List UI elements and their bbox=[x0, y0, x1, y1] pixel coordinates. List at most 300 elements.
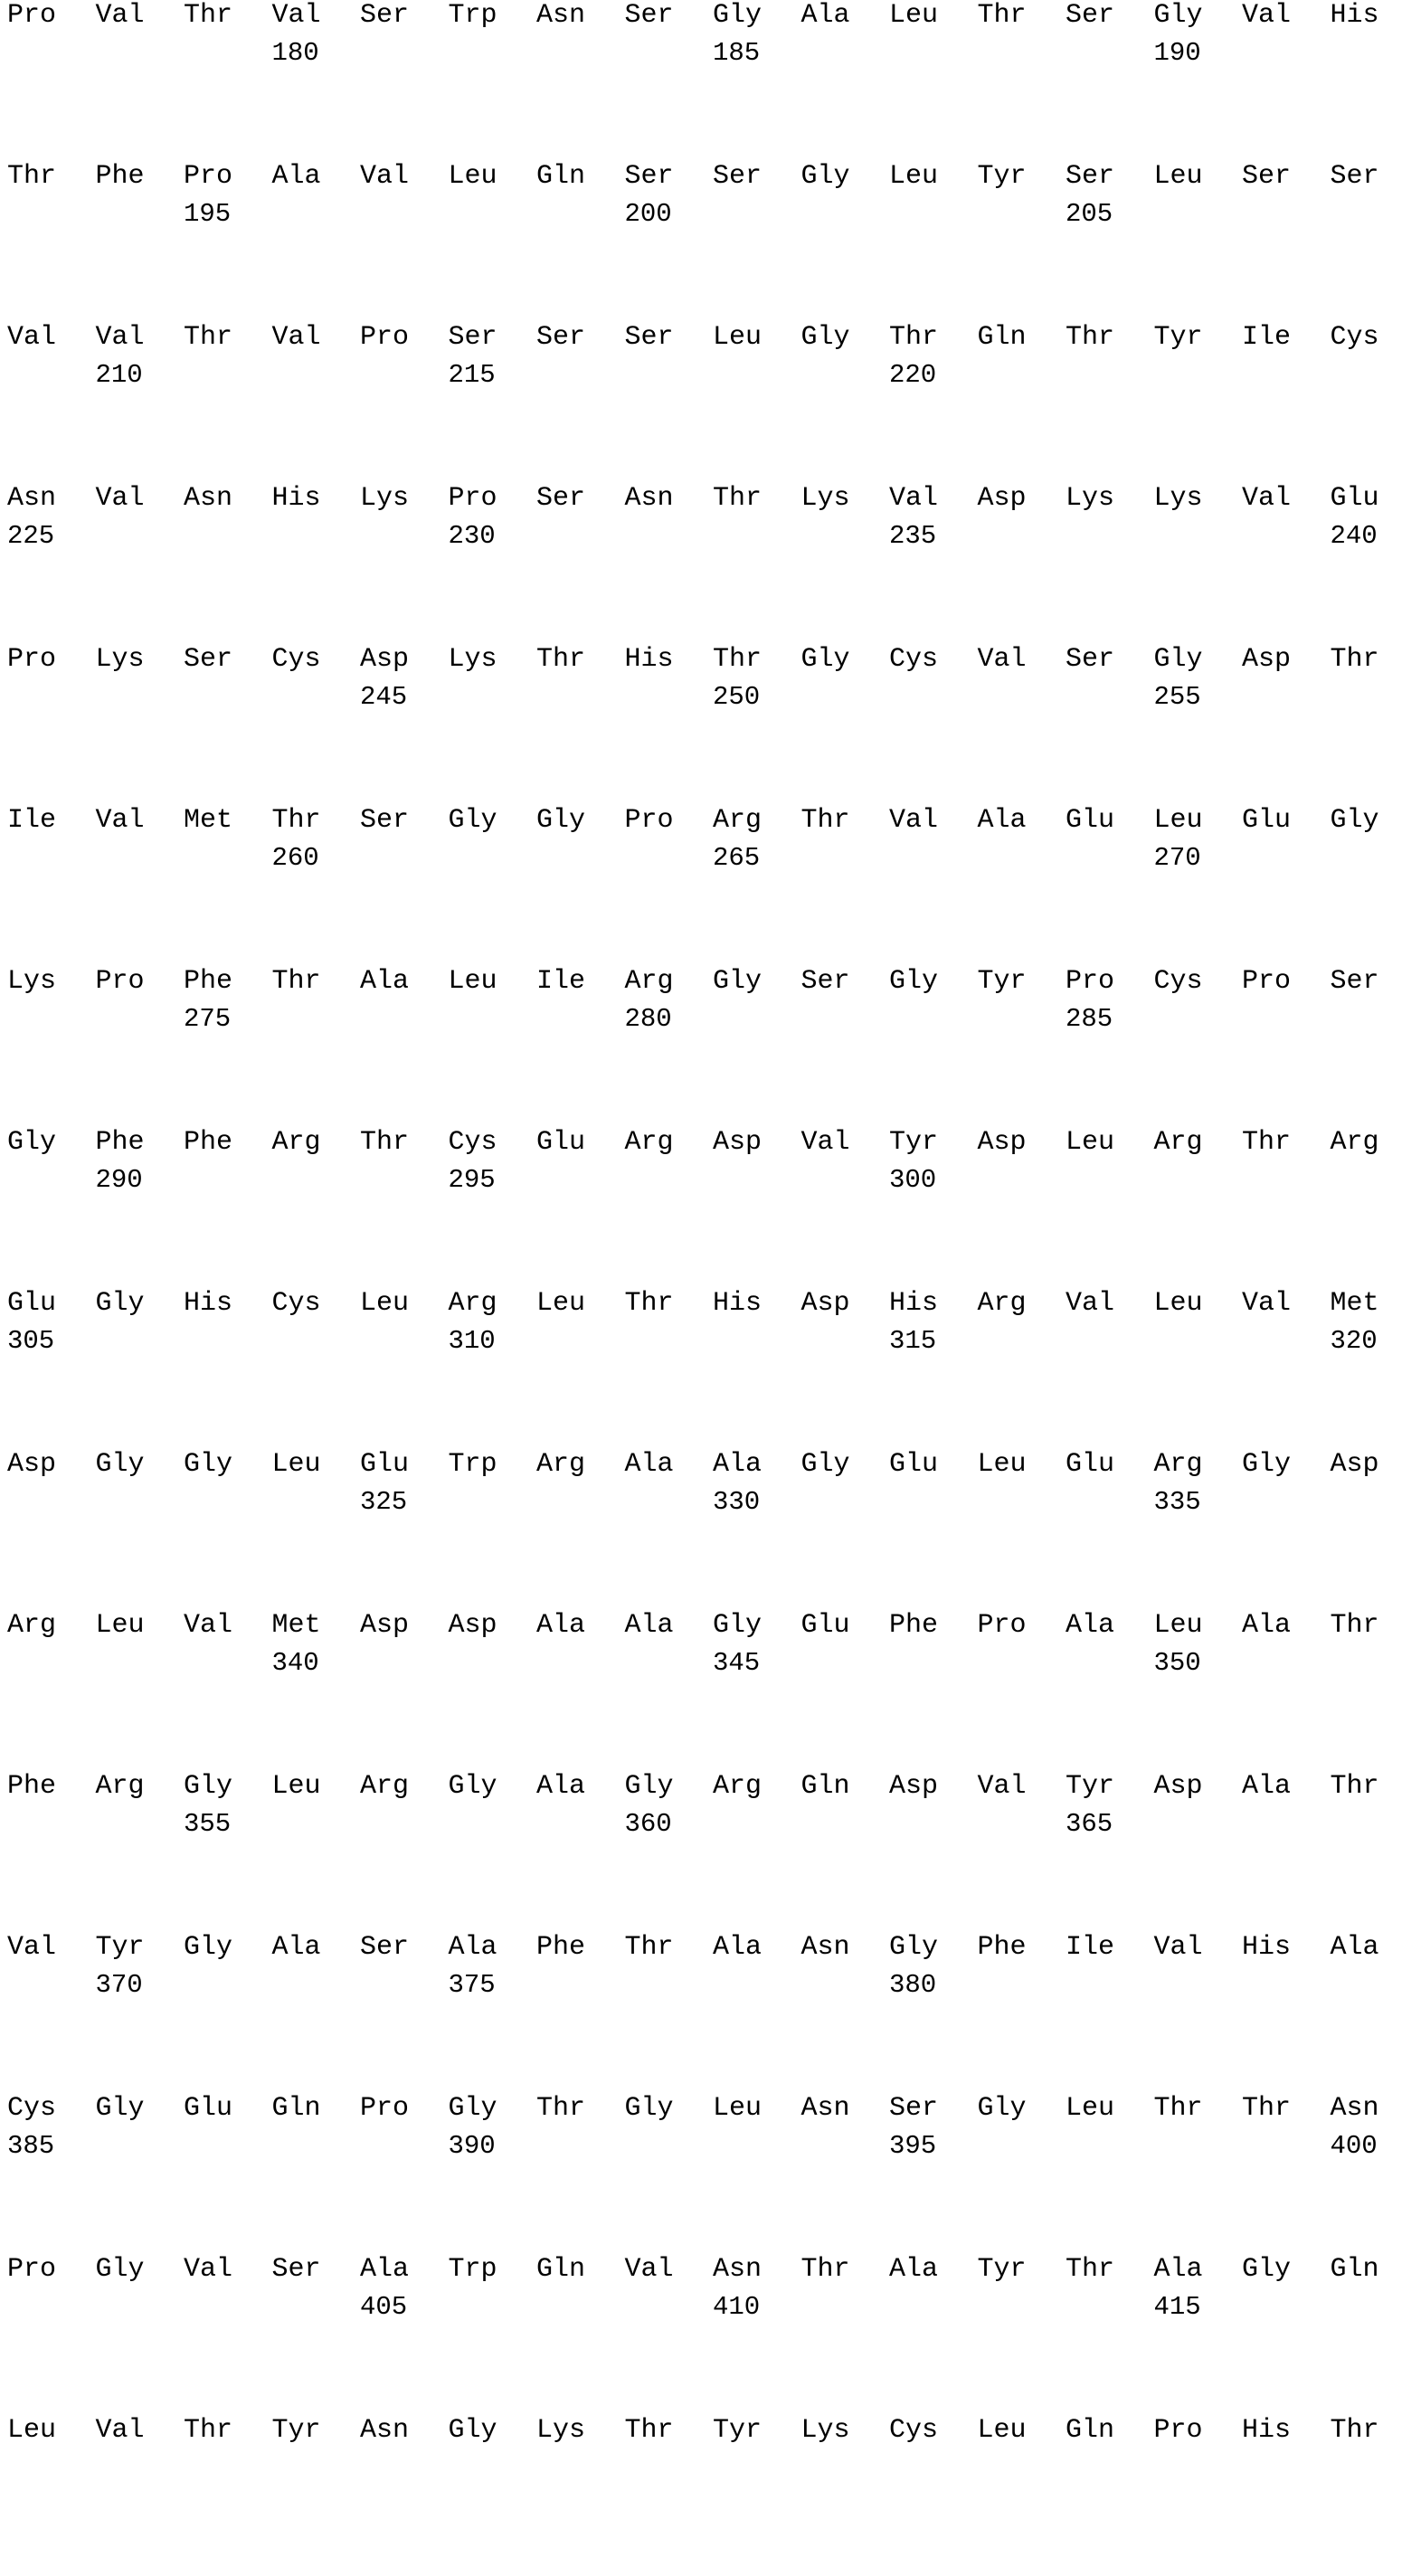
residue: Lys bbox=[7, 966, 57, 997]
residue: Arg bbox=[536, 1449, 586, 1480]
residue: Ser bbox=[1066, 0, 1115, 31]
residue-number: 270 bbox=[1153, 843, 1201, 873]
residue: Ile bbox=[536, 966, 586, 997]
residue: Cys bbox=[889, 644, 939, 675]
residue: Cys bbox=[271, 1288, 321, 1319]
residue-number: 415 bbox=[1153, 2292, 1201, 2322]
residue-number: 370 bbox=[95, 1970, 143, 2000]
residue: Leu bbox=[448, 966, 497, 997]
residue: Met bbox=[271, 1610, 321, 1641]
residue: Val bbox=[977, 1771, 1027, 1802]
residue: Val bbox=[889, 805, 939, 836]
sequence-block bbox=[0, 966, 1421, 1127]
residue-number: 245 bbox=[360, 682, 408, 712]
residue: Leu bbox=[713, 322, 763, 353]
sequence-block bbox=[0, 2415, 1421, 2576]
residue-number: 340 bbox=[271, 1648, 319, 1678]
residue: Thr bbox=[1330, 644, 1379, 675]
residue: Ser bbox=[448, 322, 497, 353]
residue: Lys bbox=[360, 483, 410, 514]
residue: Leu bbox=[95, 1610, 145, 1641]
residue-row bbox=[0, 1288, 1421, 1319]
residue-number: 410 bbox=[713, 2292, 761, 2322]
residue: Val bbox=[271, 0, 321, 31]
residue: Leu bbox=[1153, 161, 1203, 192]
residue: Arg bbox=[624, 1127, 674, 1158]
residue: Ala bbox=[536, 1610, 586, 1641]
residue: Lys bbox=[1066, 483, 1115, 514]
residue: Ser bbox=[1242, 161, 1292, 192]
residue: Gln bbox=[977, 322, 1027, 353]
residue: Val bbox=[95, 805, 145, 836]
residue: His bbox=[889, 1288, 939, 1319]
residue: Thr bbox=[271, 805, 321, 836]
residue: Thr bbox=[1242, 1127, 1292, 1158]
residue: Val bbox=[95, 322, 145, 353]
residue: Cys bbox=[889, 2415, 939, 2446]
residue: Ser bbox=[624, 161, 674, 192]
residue-number-row bbox=[0, 1648, 1421, 1679]
residue-number: 355 bbox=[184, 1809, 232, 1839]
residue: Thr bbox=[1066, 322, 1115, 353]
residue: Ser bbox=[184, 644, 233, 675]
residue: Tyr bbox=[1153, 322, 1203, 353]
residue: Val bbox=[977, 644, 1027, 675]
residue: Asn bbox=[624, 483, 674, 514]
residue: Arg bbox=[7, 1610, 57, 1641]
residue-number-row bbox=[0, 2453, 1421, 2484]
sequence-block bbox=[0, 2093, 1421, 2254]
residue: Pro bbox=[1066, 966, 1115, 997]
residue: Ser bbox=[360, 0, 410, 31]
residue: Ser bbox=[536, 322, 586, 353]
residue: Thr bbox=[624, 1932, 674, 1963]
residue-number-row bbox=[0, 1970, 1421, 2001]
residue: Asp bbox=[713, 1127, 763, 1158]
residue: Leu bbox=[1066, 2093, 1115, 2124]
residue-number: 300 bbox=[889, 1165, 937, 1195]
residue: Tyr bbox=[713, 2415, 763, 2446]
residue: Leu bbox=[360, 1288, 410, 1319]
residue: Val bbox=[624, 2254, 674, 2285]
residue: Gly bbox=[800, 644, 850, 675]
residue: His bbox=[713, 1288, 763, 1319]
sequence-block bbox=[0, 1610, 1421, 1771]
residue: Asn bbox=[1330, 2093, 1379, 2124]
sequence-block bbox=[0, 1127, 1421, 1288]
residue: Tyr bbox=[977, 966, 1027, 997]
residue: Ala bbox=[1242, 1771, 1292, 1802]
residue: Thr bbox=[271, 966, 321, 997]
residue: Thr bbox=[713, 644, 763, 675]
residue: Tyr bbox=[889, 1127, 939, 1158]
residue-number: 295 bbox=[448, 1165, 496, 1195]
residue-number: 215 bbox=[448, 360, 496, 390]
residue: Trp bbox=[448, 2254, 497, 2285]
residue: Ala bbox=[800, 0, 850, 31]
residue: Trp bbox=[448, 1449, 497, 1480]
residue: Leu bbox=[889, 161, 939, 192]
residue-number: 225 bbox=[7, 521, 55, 551]
residue-number: 385 bbox=[7, 2131, 55, 2161]
residue: Thr bbox=[184, 0, 233, 31]
residue: Phe bbox=[95, 161, 145, 192]
residue-row bbox=[0, 1771, 1421, 1802]
residue: Gly bbox=[95, 2093, 145, 2124]
residue: Thr bbox=[1330, 2415, 1379, 2446]
residue: His bbox=[1242, 1932, 1292, 1963]
residue: Val bbox=[1242, 0, 1292, 31]
residue: Thr bbox=[1330, 1771, 1379, 1802]
residue: Thr bbox=[977, 0, 1027, 31]
residue-number-row bbox=[0, 1004, 1421, 1035]
residue: Thr bbox=[1242, 2093, 1292, 2124]
residue-number: 405 bbox=[360, 2292, 408, 2322]
residue: Phe bbox=[184, 1127, 233, 1158]
sequence-block bbox=[0, 483, 1421, 644]
residue: Pro bbox=[448, 483, 497, 514]
residue: Cys bbox=[271, 644, 321, 675]
residue: Leu bbox=[977, 2415, 1027, 2446]
residue: Gly bbox=[184, 1932, 233, 1963]
residue-number: 380 bbox=[889, 1970, 937, 2000]
residue-number-row bbox=[0, 199, 1421, 230]
residue: Gly bbox=[448, 2093, 497, 2124]
residue: Gly bbox=[448, 1771, 497, 1802]
residue-row bbox=[0, 1610, 1421, 1641]
residue: Asp bbox=[1153, 1771, 1203, 1802]
residue: Ile bbox=[7, 805, 57, 836]
residue-number-row bbox=[0, 521, 1421, 552]
residue: Ser bbox=[536, 483, 586, 514]
residue: Gly bbox=[536, 805, 586, 836]
sequence-block bbox=[0, 2254, 1421, 2415]
residue: Asp bbox=[977, 1127, 1027, 1158]
residue: Leu bbox=[1153, 805, 1203, 836]
residue: Ser bbox=[360, 1932, 410, 1963]
residue: Arg bbox=[1153, 1127, 1203, 1158]
residue: Val bbox=[95, 0, 145, 31]
residue: Arg bbox=[713, 805, 763, 836]
sequence-block bbox=[0, 322, 1421, 483]
residue: Ser bbox=[360, 805, 410, 836]
residue-number: 260 bbox=[271, 843, 319, 873]
residue: Val bbox=[1066, 1288, 1115, 1319]
residue-number: 395 bbox=[889, 2131, 937, 2161]
residue-number: 255 bbox=[1153, 682, 1201, 712]
residue-number: 275 bbox=[184, 1004, 232, 1034]
residue: Thr bbox=[184, 2415, 233, 2446]
residue: Gly bbox=[713, 966, 763, 997]
residue-number: 310 bbox=[448, 1326, 496, 1356]
residue: Cys bbox=[1153, 966, 1203, 997]
residue: Gly bbox=[977, 2093, 1027, 2124]
residue: Lys bbox=[95, 644, 145, 675]
residue-number-row bbox=[0, 843, 1421, 874]
residue-number: 220 bbox=[889, 360, 937, 390]
residue: Thr bbox=[536, 2093, 586, 2124]
sequence-block bbox=[0, 1288, 1421, 1449]
residue: Asn bbox=[800, 2093, 850, 2124]
residue: Ser bbox=[1330, 966, 1379, 997]
residue-number: 205 bbox=[1066, 199, 1113, 229]
residue: Leu bbox=[1153, 1288, 1203, 1319]
residue: Asp bbox=[889, 1771, 939, 1802]
residue: Glu bbox=[1066, 1449, 1115, 1480]
residue: Val bbox=[7, 1932, 57, 1963]
residue: Gly bbox=[889, 966, 939, 997]
residue-row bbox=[0, 322, 1421, 353]
residue: Arg bbox=[95, 1771, 145, 1802]
residue: Gly bbox=[889, 1932, 939, 1963]
residue-row bbox=[0, 1449, 1421, 1480]
residue: Gly bbox=[1242, 1449, 1292, 1480]
residue-number: 400 bbox=[1330, 2131, 1378, 2161]
residue: Arg bbox=[624, 966, 674, 997]
residue: Thr bbox=[713, 483, 763, 514]
residue: Glu bbox=[800, 1610, 850, 1641]
residue: Phe bbox=[184, 966, 233, 997]
residue: Arg bbox=[977, 1288, 1027, 1319]
residue: Glu bbox=[1330, 483, 1379, 514]
sequence-block bbox=[0, 644, 1421, 805]
sequence-block bbox=[0, 1771, 1421, 1932]
residue-number: 185 bbox=[713, 38, 761, 68]
residue-number: 210 bbox=[95, 360, 143, 390]
residue: Cys bbox=[7, 2093, 57, 2124]
residue: Glu bbox=[360, 1449, 410, 1480]
residue-number-row bbox=[0, 1809, 1421, 1840]
residue-row bbox=[0, 644, 1421, 675]
residue-number-row bbox=[0, 1326, 1421, 1357]
residue: Gly bbox=[1153, 0, 1203, 31]
residue: Tyr bbox=[1066, 1771, 1115, 1802]
residue: His bbox=[1330, 0, 1379, 31]
residue: Thr bbox=[624, 1288, 674, 1319]
residue: Pro bbox=[95, 966, 145, 997]
residue: Thr bbox=[1153, 2093, 1203, 2124]
residue: Thr bbox=[800, 805, 850, 836]
residue: Gly bbox=[624, 2093, 674, 2124]
residue: Gly bbox=[184, 1449, 233, 1480]
residue-number: 265 bbox=[713, 843, 761, 873]
residue: Thr bbox=[800, 2254, 850, 2285]
residue: Val bbox=[1153, 1932, 1203, 1963]
residue: Thr bbox=[360, 1127, 410, 1158]
residue: Tyr bbox=[271, 2415, 321, 2446]
residue: Arg bbox=[271, 1127, 321, 1158]
residue: Gly bbox=[95, 1449, 145, 1480]
residue: Glu bbox=[1242, 805, 1292, 836]
residue: Cys bbox=[448, 1127, 497, 1158]
residue-number: 190 bbox=[1153, 38, 1201, 68]
residue: Asn bbox=[7, 483, 57, 514]
residue: Tyr bbox=[977, 2254, 1027, 2285]
residue: Gly bbox=[1242, 2254, 1292, 2285]
residue-row bbox=[0, 0, 1421, 31]
residue: Lys bbox=[800, 2415, 850, 2446]
residue: Glu bbox=[536, 1127, 586, 1158]
residue: Ser bbox=[1066, 161, 1115, 192]
residue: Gly bbox=[624, 1771, 674, 1802]
residue: Gln bbox=[1330, 2254, 1379, 2285]
residue: Gln bbox=[800, 1771, 850, 1802]
residue: Met bbox=[1330, 1288, 1379, 1319]
residue: Ser bbox=[1330, 161, 1379, 192]
residue: Ser bbox=[624, 0, 674, 31]
residue: His bbox=[1242, 2415, 1292, 2446]
residue: Phe bbox=[536, 1932, 586, 1963]
residue: Arg bbox=[360, 1771, 410, 1802]
residue: Pro bbox=[360, 322, 410, 353]
residue: Cys bbox=[1330, 322, 1379, 353]
residue-number: 230 bbox=[448, 521, 496, 551]
residue-number: 305 bbox=[7, 1326, 55, 1356]
residue: Ala bbox=[448, 1932, 497, 1963]
residue: Gly bbox=[800, 322, 850, 353]
residue: Val bbox=[889, 483, 939, 514]
residue: Ala bbox=[1242, 1610, 1292, 1641]
residue: Pro bbox=[360, 2093, 410, 2124]
residue-number: 235 bbox=[889, 521, 937, 551]
residue: Val bbox=[184, 1610, 233, 1641]
residue-row bbox=[0, 483, 1421, 514]
residue-number-row bbox=[0, 38, 1421, 69]
residue: Val bbox=[1242, 1288, 1292, 1319]
residue: Val bbox=[7, 322, 57, 353]
residue: Asn bbox=[800, 1932, 850, 1963]
sequence-block bbox=[0, 161, 1421, 322]
residue: Asp bbox=[977, 483, 1027, 514]
residue: Ala bbox=[1153, 2254, 1203, 2285]
residue: Tyr bbox=[95, 1932, 145, 1963]
residue: Arg bbox=[1153, 1449, 1203, 1480]
residue: Pro bbox=[977, 1610, 1027, 1641]
residue: Ala bbox=[360, 966, 410, 997]
residue-row bbox=[0, 1932, 1421, 1963]
residue: Gly bbox=[184, 1771, 233, 1802]
residue-number: 315 bbox=[889, 1326, 937, 1356]
residue: Gly bbox=[713, 1610, 763, 1641]
residue: His bbox=[624, 644, 674, 675]
residue: Val bbox=[360, 161, 410, 192]
residue: Ser bbox=[1066, 644, 1115, 675]
residue: Thr bbox=[624, 2415, 674, 2446]
residue: Pro bbox=[184, 161, 233, 192]
residue: Gln bbox=[271, 2093, 321, 2124]
residue: Ala bbox=[713, 1932, 763, 1963]
residue: Gln bbox=[536, 161, 586, 192]
residue: Gly bbox=[95, 1288, 145, 1319]
residue: Leu bbox=[271, 1449, 321, 1480]
residue-number-row bbox=[0, 2131, 1421, 2162]
residue: Phe bbox=[95, 1127, 145, 1158]
residue: Asp bbox=[360, 1610, 410, 1641]
residue: Leu bbox=[271, 1771, 321, 1802]
residue: Gln bbox=[1066, 2415, 1115, 2446]
residue: Thr bbox=[1066, 2254, 1115, 2285]
residue-number: 290 bbox=[95, 1165, 143, 1195]
residue: Pro bbox=[624, 805, 674, 836]
residue: Ala bbox=[271, 1932, 321, 1963]
residue-number: 195 bbox=[184, 199, 232, 229]
residue: Ala bbox=[1330, 1932, 1379, 1963]
residue-number: 335 bbox=[1153, 1487, 1201, 1517]
residue: Pro bbox=[1242, 966, 1292, 997]
residue: Pro bbox=[7, 644, 57, 675]
residue: Glu bbox=[7, 1288, 57, 1319]
residue: Ile bbox=[1242, 322, 1292, 353]
residue: Val bbox=[95, 2415, 145, 2446]
residue: Val bbox=[800, 1127, 850, 1158]
residue: Leu bbox=[713, 2093, 763, 2124]
residue: Gly bbox=[448, 2415, 497, 2446]
residue: Thr bbox=[536, 644, 586, 675]
residue: Pro bbox=[1153, 2415, 1203, 2446]
residue: Gly bbox=[1153, 644, 1203, 675]
residue: Phe bbox=[977, 1932, 1027, 1963]
residue-number: 365 bbox=[1066, 1809, 1113, 1839]
residue: Gly bbox=[713, 0, 763, 31]
residue: Ala bbox=[536, 1771, 586, 1802]
residue: Leu bbox=[448, 161, 497, 192]
residue-number-row bbox=[0, 682, 1421, 713]
residue: Ser bbox=[713, 161, 763, 192]
sequence-block bbox=[0, 0, 1421, 161]
residue-row bbox=[0, 161, 1421, 192]
residue: Thr bbox=[184, 322, 233, 353]
residue-number: 325 bbox=[360, 1487, 408, 1517]
residue: Leu bbox=[7, 2415, 57, 2446]
residue-row bbox=[0, 2093, 1421, 2124]
residue: Ile bbox=[1066, 1932, 1115, 1963]
residue: Gly bbox=[448, 805, 497, 836]
residue-row bbox=[0, 966, 1421, 997]
residue: Gln bbox=[536, 2254, 586, 2285]
sequence-block bbox=[0, 805, 1421, 966]
residue: Glu bbox=[889, 1449, 939, 1480]
residue: Ser bbox=[800, 966, 850, 997]
residue: Asn bbox=[360, 2415, 410, 2446]
residue-number: 320 bbox=[1330, 1326, 1378, 1356]
residue: Ala bbox=[977, 805, 1027, 836]
residue-row bbox=[0, 2254, 1421, 2285]
sequence-block bbox=[0, 1932, 1421, 2093]
residue: Thr bbox=[1330, 1610, 1379, 1641]
residue-row bbox=[0, 2415, 1421, 2446]
residue: Asp bbox=[360, 644, 410, 675]
residue-number: 390 bbox=[448, 2131, 496, 2161]
residue: His bbox=[271, 483, 321, 514]
residue-number: 360 bbox=[624, 1809, 672, 1839]
residue: Thr bbox=[889, 322, 939, 353]
residue-number: 200 bbox=[624, 199, 672, 229]
residue: Arg bbox=[448, 1288, 497, 1319]
residue: Leu bbox=[536, 1288, 586, 1319]
residue-number-row bbox=[0, 1487, 1421, 1518]
residue: Lys bbox=[800, 483, 850, 514]
residue: Arg bbox=[713, 1771, 763, 1802]
residue: Leu bbox=[977, 1449, 1027, 1480]
residue: Glu bbox=[1066, 805, 1115, 836]
residue-row bbox=[0, 1127, 1421, 1158]
residue: Val bbox=[184, 2254, 233, 2285]
residue-number: 250 bbox=[713, 682, 761, 712]
residue: Glu bbox=[184, 2093, 233, 2124]
residue: Gly bbox=[1330, 805, 1379, 836]
residue: Val bbox=[1242, 483, 1292, 514]
residue: Asp bbox=[1330, 1449, 1379, 1480]
